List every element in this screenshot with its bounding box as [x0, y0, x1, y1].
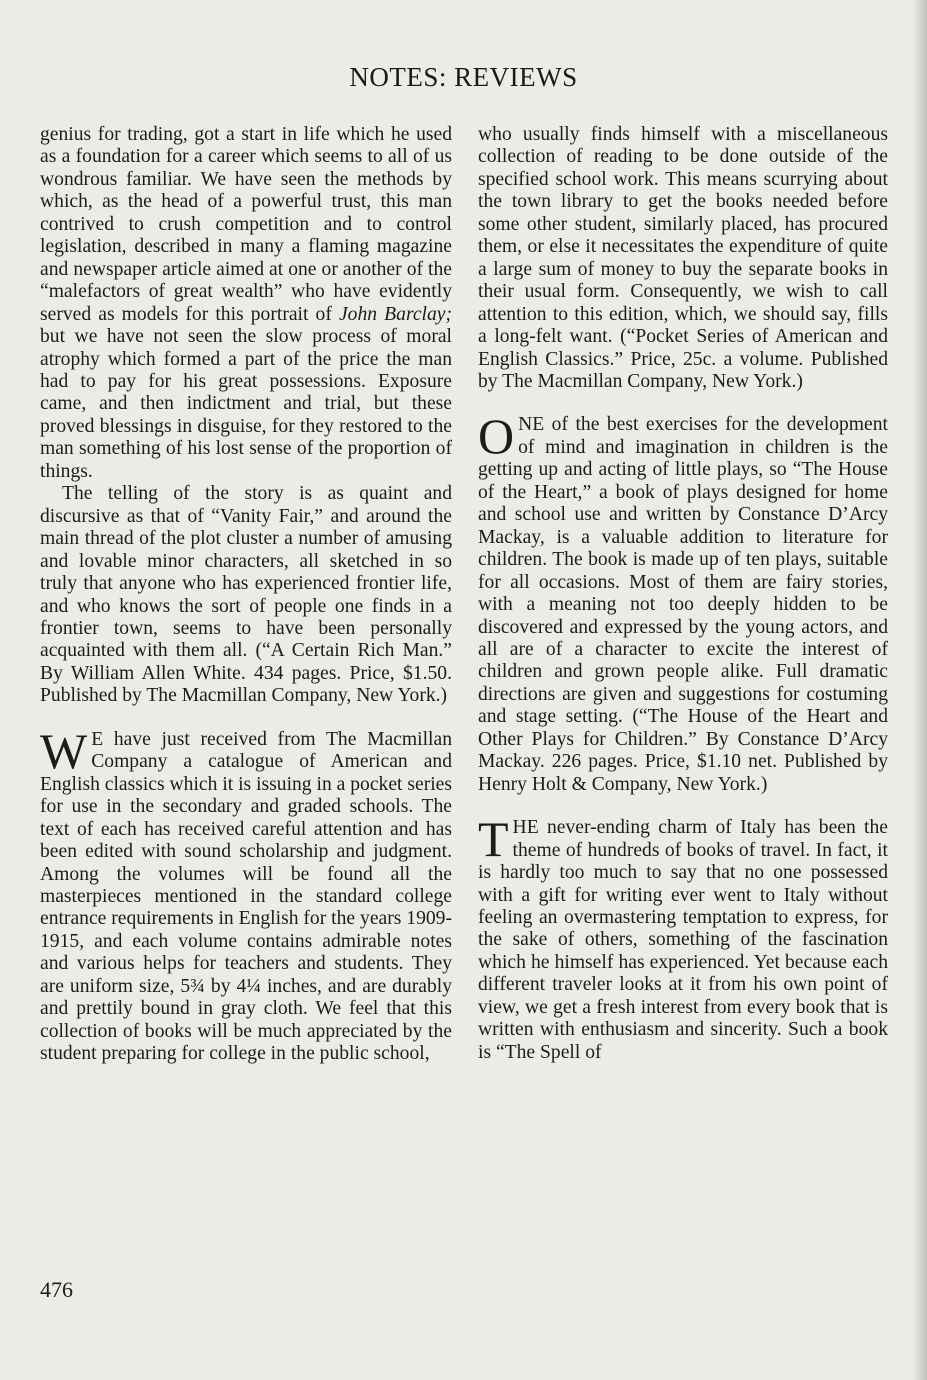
page-title: NOTES: REVIEWS — [349, 62, 578, 92]
left-column — [40, 124, 452, 1066]
paragraph-gap — [478, 393, 888, 414]
paragraph-text: NE of the best exercises for the development of mind and imagination in children is the getting up and acting of little plays, so “The House of the Heart,” a book of plays designed for home and school use and written by Constance D’Arcy Mackay, is a valuable addition to literature for children. The book is made up of ten plays, suitable for all occasions. Most of them are fairy stories, with a meaning not too deeply hidden to be discovered and expressed by the young actors, and all are of a character to excite the interest of children and grown people alike. Full dramatic directions are given and suggestions for costuming and stage setting. (“The House of the Heart and Other Plays for Children.” By Constance D’Arcy Mackay. 226 pages. Price, $1.10 net. Published by Henry Holt & Company, New York.) — [478, 414, 888, 795]
drop-cap-o: O — [478, 408, 515, 465]
paragraph-rich-man-review: The telling of the story is as quaint and discursive as that of “Vanity Fair,” and around the main thread of the plot cluster a number of amusing and lovable minor characters, all sketched in so truly that anyone who has experienced frontier life, and who knows the sort of people one finds in a frontier town, seems to have been personally acquainted with them all. (“A Certain Rich Man.” By William Allen White. 434 pages. Price, $1.50. Published by The Macmillan Company, New York.) — [40, 483, 452, 707]
paragraph-pocket-series — [40, 722, 452, 1066]
paragraph-gap — [40, 708, 452, 729]
paragraph-gap — [478, 796, 888, 817]
paragraph-text: but we have not seen the slow process of moral atrophy which formed a part of the price the man had to pay for his great possessions. Exposure came, and then indictment and trial, but these proved blessings in disguise, for they restored to the man something of his lost sense of the proportion of things. — [40, 326, 452, 482]
page-number: 476 — [40, 1277, 73, 1302]
paragraph-rich-man-continued — [40, 124, 452, 483]
drop-cap-t: T — [478, 811, 509, 868]
paragraph-text: E have just received from The Macmillan Company a catalogue of American and English classics which it is issuing in a pocket series for use in the secondary and graded schools. The text of each has received careful attention and has been edited with sound scholarship and judgment. Among the volumes will be found all the masterpieces mentioned in the standard college entrance requirements in English for the years 1909-1915, and each volume contains admirable notes and various helps for teachers and students. They are uniform size, 5¾ by 4¼ inches, and are durably and prettily bound in gray cloth. We feel that this collection of books will be much appreciated by the student preparing for college in the public school, — [40, 728, 452, 1065]
paragraph-text: genius for trading, got a start in life which he used as a foundation for a career which seems to all of us wondrous familiar. We have seen the methods by which, as the head of a powerful trust, this man contrived to crush competition and to control legislation, described in many a flaming magazine and newspaper article aimed at one or another of the “malefactors of great wealth” who have evidently served as models for this portrait of — [40, 124, 452, 325]
paragraph-italy — [478, 811, 888, 1064]
paragraph-house-of-heart — [478, 408, 888, 796]
italic-name: John Barclay; — [338, 303, 453, 325]
page-edge-shadow — [913, 0, 927, 1380]
drop-cap-w: W — [40, 722, 88, 779]
paragraph-pocket-series-continued: who usually finds himself with a miscellaneous collection of reading to be done outside of the specified school work. This means scurrying about the town library to get the books needed before some other student, similarly placed, has procured them, or else it necessitates the expenditure of quite a large sum of money to buy the separate books in their usual form. Consequently, we wish to call attention to this edition, which, we should say, fills a long-felt want. (“Pocket Series of American and English Classics.” Price, 25c. a volume. Published by The Macmillan Company, New York.) — [478, 124, 888, 392]
right-column — [478, 124, 888, 1064]
paragraph-text: HE never-ending charm of Italy has been the theme of hundreds of books of travel. In fact, it is hardly too much to say that no one possessed with a gift for writing ever went to Italy without feeling an overmastering temptation to express, for the sake of others, something of the fascination which he himself has experienced. Yet because each different traveler looks at it from his own point of view, we get a fresh interest from every book that is written with enthusiasm and sincerity. Such a book is “The Spell of — [478, 817, 888, 1063]
